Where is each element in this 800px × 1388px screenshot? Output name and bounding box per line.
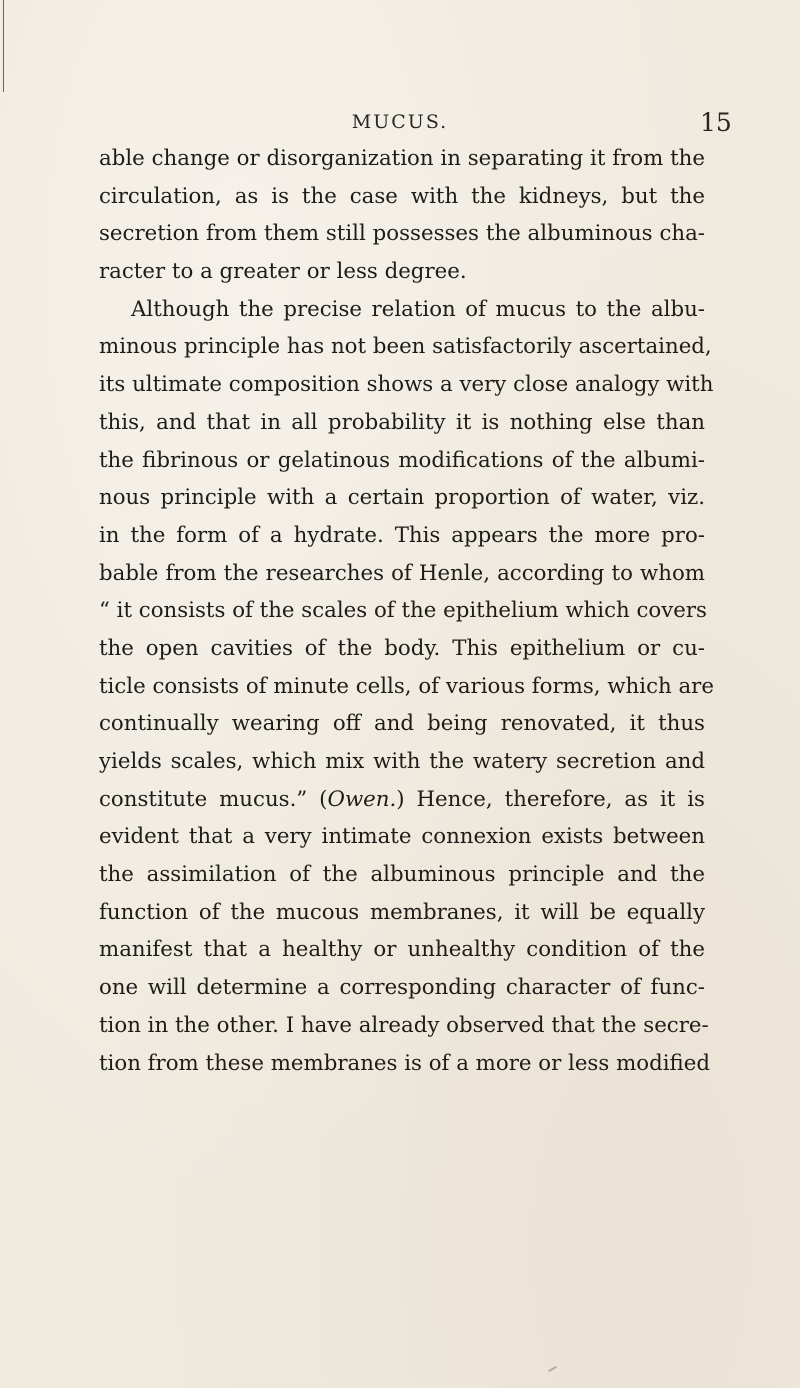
text-segment: ) Hence, therefore, as it is [396, 786, 705, 812]
text-line: manifest that a healthy or unhealthy condition of the [99, 937, 705, 963]
text-line: minous principle has not been satisfactorily ascertained, [99, 334, 712, 360]
text-line: the open cavities of the body. This epithelium or cu- [99, 635, 705, 661]
text-line: yields scales, which mix with the watery secretion and [99, 749, 705, 774]
text-line-with-citation [99, 781, 705, 819]
text-line: tion in the other. I have already observed that the secre- [99, 1012, 709, 1038]
text-line: continually wearing off and being renovated, it thus [99, 711, 705, 737]
text-line: tion from these membranes is of a more or less modified [99, 1050, 710, 1076]
text-line: evident that a very intimate connexion exists between [99, 824, 705, 850]
text-line: nous principle with a certain proportion of water, viz. [99, 485, 705, 511]
body-text [99, 140, 714, 1082]
page-number: 15 [700, 108, 732, 137]
text-line: able change or disorganization in separating it from the [99, 146, 705, 171]
text-line: the fibrinous or gelatinous modifications of the albumi- [99, 447, 705, 473]
text-line: Although the precise relation of mucus to the albu- [131, 296, 705, 322]
text-line: “ it consists of the scales of the epithelium which covers [99, 598, 707, 624]
text-line: bable from the researches of Henle, according to whom [99, 560, 705, 586]
citation-author: Owen. [327, 786, 397, 812]
text-line: the assimilation of the albuminous principle and the [99, 862, 705, 888]
text-line: ticle consists of minute cells, of various forms, which are [99, 673, 714, 699]
text-line: one will determine a corresponding character of func- [99, 975, 705, 1001]
page-edge-mark [3, 0, 4, 92]
text-line: function of the mucous membranes, it will be equally [99, 899, 705, 925]
text-line: its ultimate composition shows a very close analogy with [99, 372, 714, 398]
text-line: circulation, as is the case with the kidneys, but the [99, 183, 705, 209]
text-line: secretion from them still possesses the albuminous cha- [99, 221, 705, 247]
text-line: in the form of a hydrate. This appears the more pro- [99, 522, 705, 548]
running-title: MUCUS. [351, 111, 449, 133]
page-header [0, 108, 800, 138]
paper-speck [548, 1366, 557, 1372]
text-line: racter to a greater or less degree. [99, 259, 467, 285]
text-line: this, and that in all probability it is nothing else than [99, 409, 705, 435]
text-segment: constitute mucus.” ( [99, 786, 328, 812]
